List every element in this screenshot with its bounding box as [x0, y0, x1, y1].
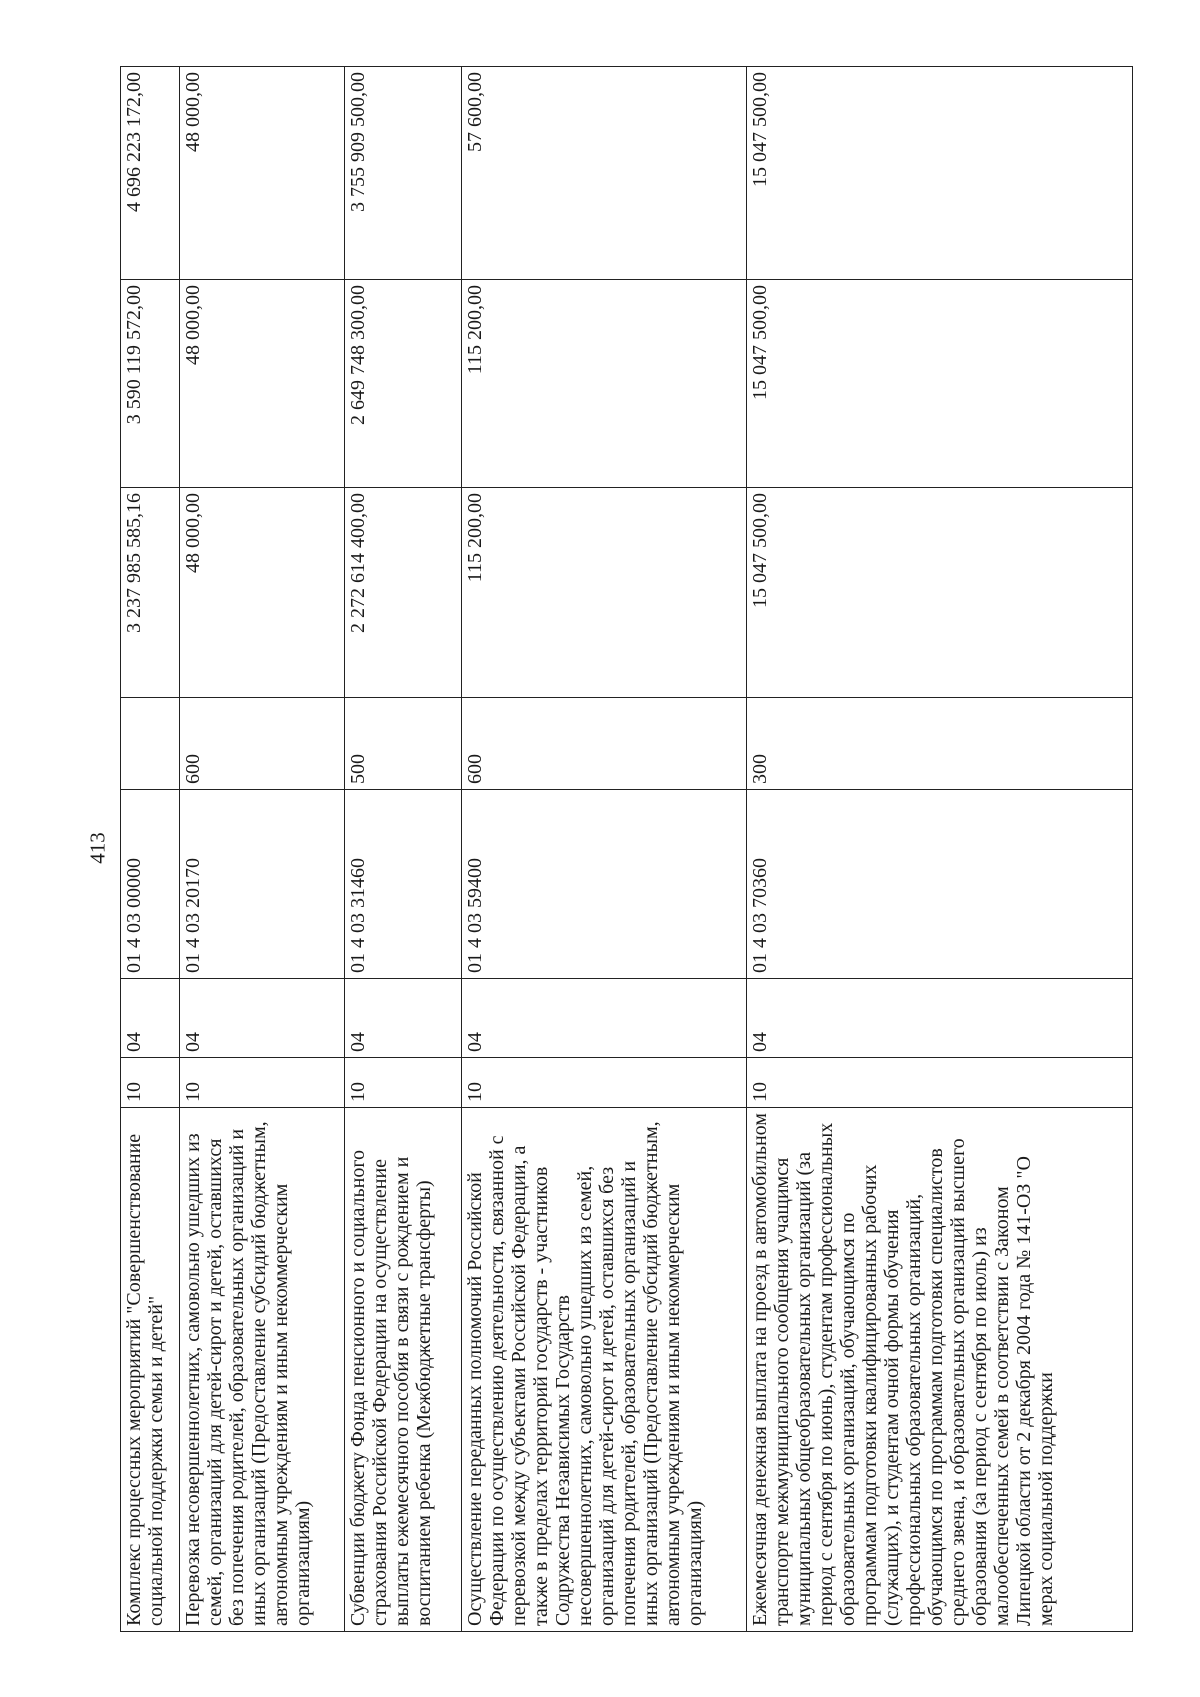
row-amount-2025: 48 000,00 [180, 488, 345, 698]
table-row [121, 67, 180, 1632]
table-row [747, 67, 1133, 1632]
row-section: 10 [345, 1058, 462, 1108]
row-amount-2027: 4 696 223 172,00 [121, 67, 180, 280]
row-subsection: 04 [747, 979, 1133, 1058]
table-row [345, 67, 462, 1632]
row-target-code: 01 4 03 70360 [747, 790, 1133, 979]
row-target-code: 01 4 03 20170 [180, 790, 345, 979]
row-amount-2026: 3 590 119 572,00 [121, 280, 180, 488]
row-amount-2026: 15 047 500,00 [747, 280, 1133, 488]
row-amount-2026: 48 000,00 [180, 280, 345, 488]
row-section: 10 [121, 1058, 180, 1108]
row-amount-2027: 57 600,00 [462, 67, 747, 280]
row-subsection: 04 [345, 979, 462, 1058]
row-name: Перевозка несовершеннолетних, самовольно ушедших из семей, организаций для детей-сирот и детей, оставшихся без попечения родителей, образовательных организаций и иных организаций (Предоставление субсидий бюджетным, автономным учреждениям и иным некоммерческим организациям) [180, 1108, 345, 1632]
row-name: Комплекс процессных мероприятий "Совершенствование социальной поддержки семьи и детей" [121, 1108, 180, 1632]
row-name: Ежемесячная денежная выплата на проезд в автомобильном транспорте межмуниципального сообщения учащимся муниципальных общеобразовательных организаций (за период с сентября по июнь), студентам профессиональных образовательных организаций, обучающимся по программам подготовки квалифицированных рабочих (служащих), и студентам очной формы обучения профессиональных образовательных организаций, обучающимся по программам подготовки специалистов среднего звена, и образовательных организаций высшего образования (за период с сентября по июль) из малообеспеченных семей в соответствии с Законом Липецкой области от 2 декабря 2004 года № 141-ОЗ "О мерах социальной поддержки [747, 1108, 1133, 1632]
row-target-code: 01 4 03 31460 [345, 790, 462, 979]
row-expense-type [121, 698, 180, 790]
row-name: Осуществление переданных полномочий Российской Федерации по осуществлению деятельности, связанной с перевозкой между субъектами Российской Федерации, а также в пределах территорий государств - участников Содружества Независимых Государств несовершеннолетних, самовольно ушедших из семей, организаций для детей-сирот и детей, оставшихся без попечения родителей, образовательных организаций и иных организаций (Предоставление субсидий бюджетным, автономным учреждениям и иным некоммерческим организациям) [462, 1108, 747, 1632]
row-target-code: 01 4 03 59400 [462, 790, 747, 979]
row-amount-2027: 15 047 500,00 [747, 67, 1133, 280]
row-expense-type: 500 [345, 698, 462, 790]
row-expense-type: 600 [180, 698, 345, 790]
row-amount-2025: 115 200,00 [462, 488, 747, 698]
row-subsection: 04 [121, 979, 180, 1058]
row-amount-2026: 2 649 748 300,00 [345, 280, 462, 488]
table-row [462, 67, 747, 1632]
row-target-code: 01 4 03 00000 [121, 790, 180, 979]
row-section: 10 [180, 1058, 345, 1108]
row-section: 10 [462, 1058, 747, 1108]
row-amount-2027: 48 000,00 [180, 67, 345, 280]
row-name: Субвенции бюджету Фонда пенсионного и социального страхования Российской Федерации на осуществление выплаты ежемесячного пособия в связи с рождением и воспитанием ребенка (Межбюджетные трансферты) [345, 1108, 462, 1632]
row-amount-2027: 3 755 909 500,00 [345, 67, 462, 280]
row-amount-2025: 3 237 985 585,16 [121, 488, 180, 698]
table-row [180, 67, 345, 1632]
row-expense-type: 600 [462, 698, 747, 790]
row-expense-type: 300 [747, 698, 1133, 790]
budget-table-rotated [120, 67, 1132, 1632]
budget-table [120, 66, 1133, 1632]
row-subsection: 04 [462, 979, 747, 1058]
page-number: 413 [85, 832, 110, 864]
row-subsection: 04 [180, 979, 345, 1058]
row-amount-2025: 15 047 500,00 [747, 488, 1133, 698]
row-section: 10 [747, 1058, 1133, 1108]
row-amount-2026: 115 200,00 [462, 280, 747, 488]
row-amount-2025: 2 272 614 400,00 [345, 488, 462, 698]
